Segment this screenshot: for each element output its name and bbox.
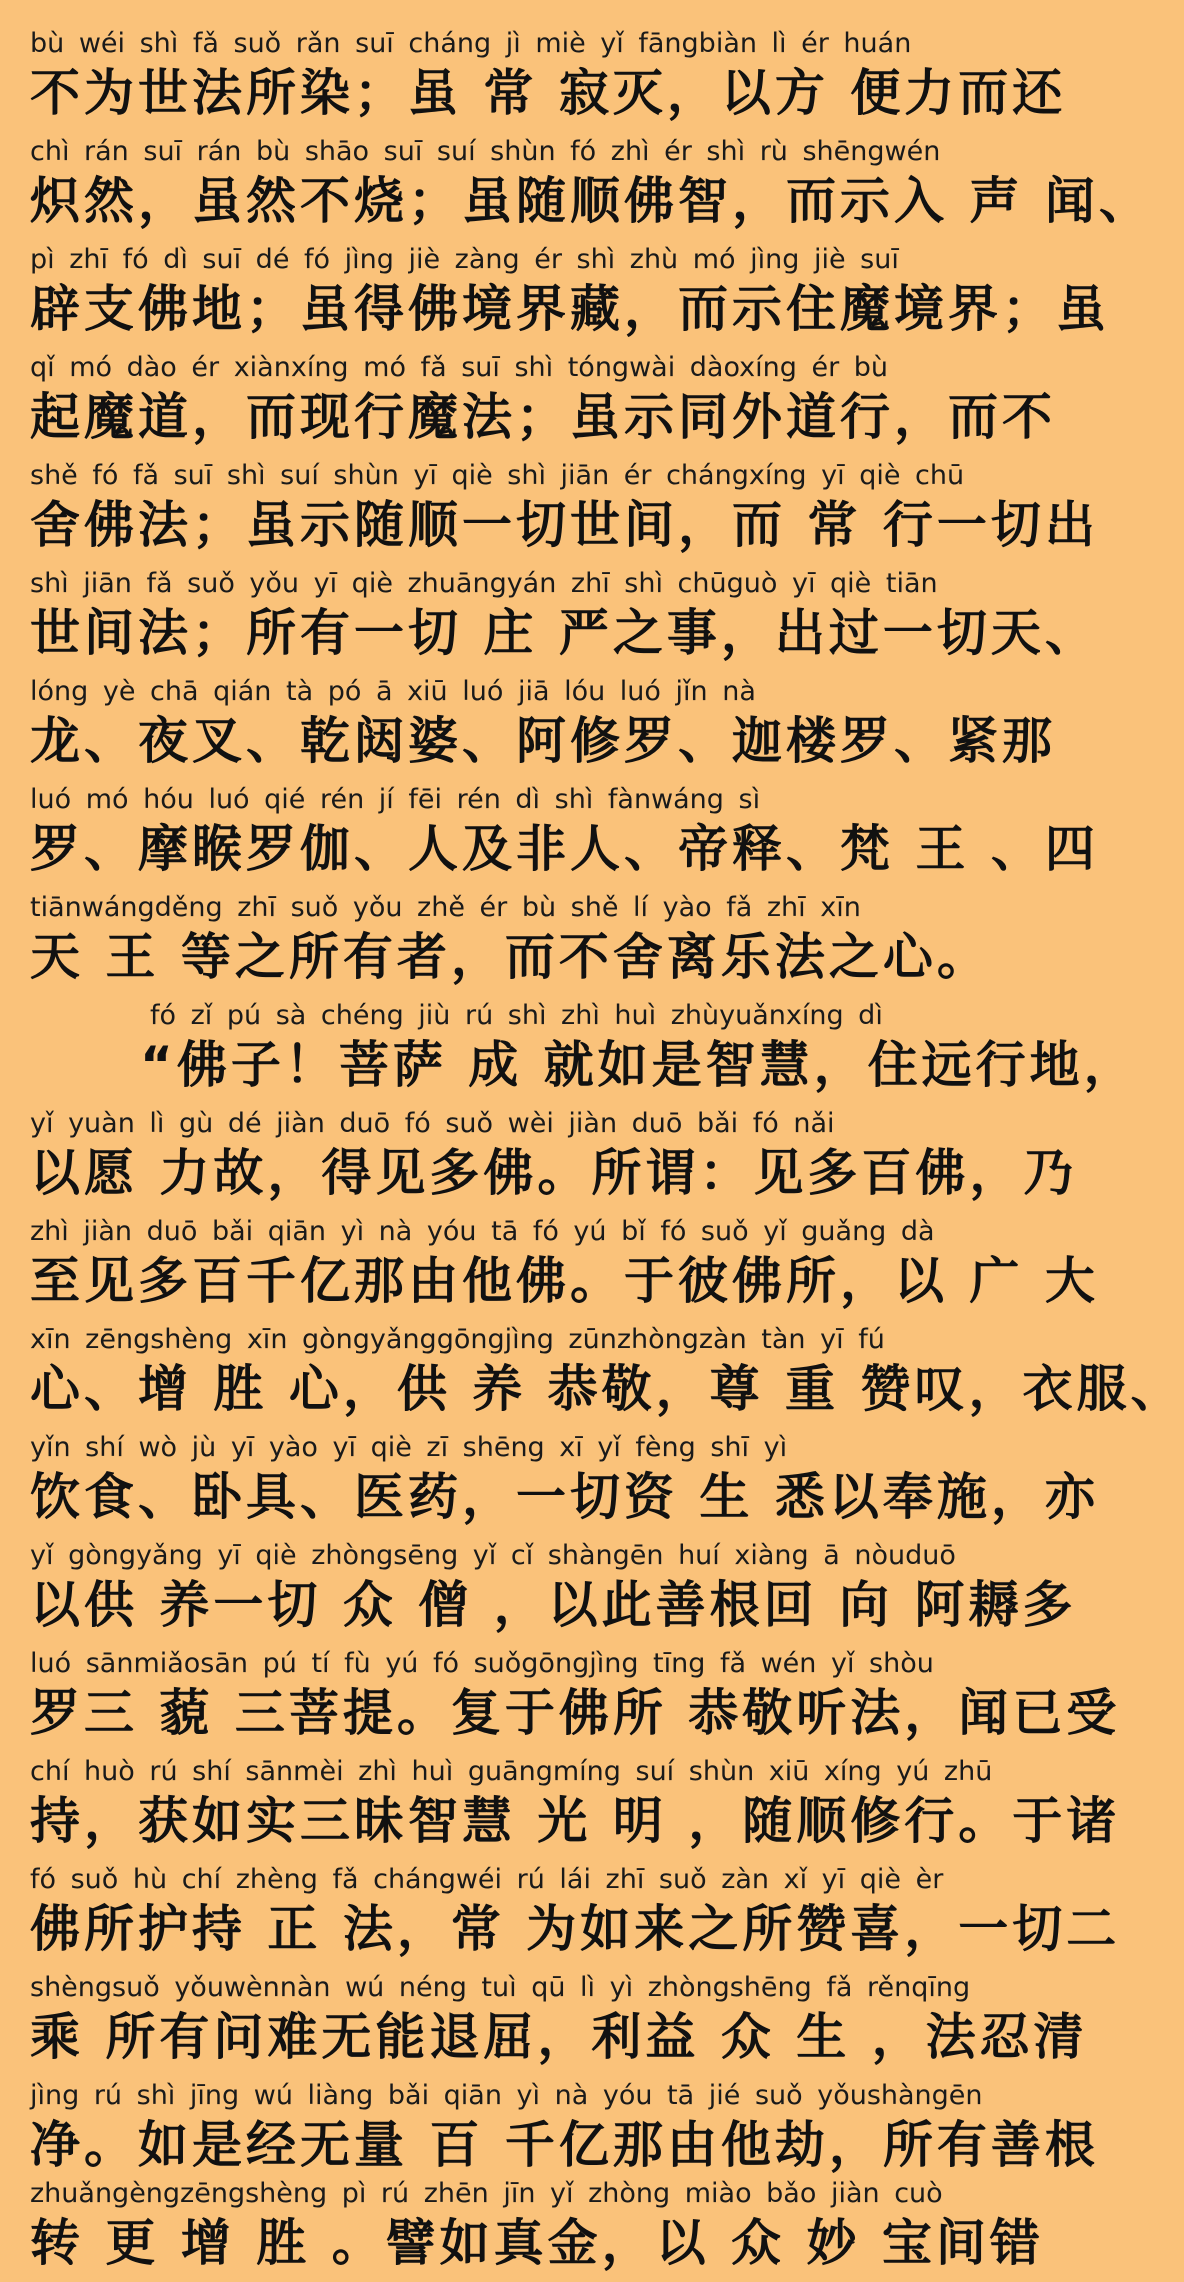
hanzi-line: 至见多百千亿那由他佛。于彼佛所，以 广 大 — [30, 1252, 1099, 1310]
hanzi-line: 起魔道，而现行魔法；虽示同外道行，而不 — [30, 388, 1056, 446]
pinyin-line: yǐ yuàn lì gù dé jiàn duō fó suǒ wèi jiàn duō bǎi fó nǎi — [30, 1108, 835, 1139]
pinyin-line: shì jiān fǎ suǒ yǒu yī qiè zhuāngyán zhī shì chūguò yī qiè tiān — [30, 568, 938, 599]
pinyin-line: fó suǒ hù chí zhèng fǎ chángwéi rú lái zhī suǒ zàn xǐ yī qiè èr — [30, 1864, 944, 1895]
hanzi-line: 舍佛法；虽示随顺一切世间，而 常 行一切出 — [30, 496, 1099, 554]
pinyin-line: shě fó fǎ suī shì suí shùn yī qiè shì jiān ér chángxíng yī qiè chū — [30, 460, 965, 491]
hanzi-line: 罗三 藐 三菩提。复于佛所 恭敬听法，闻已受 — [30, 1684, 1121, 1742]
hanzi-line: 世间法；所有一切 庄 严之事，出过一切天、 — [30, 604, 1099, 662]
text-line — [0, 348, 1080, 456]
text-line — [0, 2174, 1080, 2282]
pinyin-line: bù wéi shì fǎ suǒ rǎn suī cháng jì miè yǐ fāngbiàn lì ér huán — [30, 28, 912, 59]
text-line — [0, 1752, 1121, 1860]
hanzi-line: 以供 养一切 众 僧 ，以此善根回 向 阿耨多 — [30, 1576, 1077, 1634]
hanzi-line: 龙、夜叉、乾闼婆、阿修罗、迦楼罗、紧那 — [30, 712, 1056, 770]
text-line-paragraph-start — [0, 996, 1138, 1104]
pinyin-line: chì rán suī rán bù shāo suī suí shùn fó zhì ér shì rù shēngwén — [30, 136, 941, 167]
text-line — [0, 1104, 1080, 1212]
hanzi-line: 乘 所有问难无能退屈，利益 众 生 ，法忍清 — [30, 2008, 1088, 2066]
pinyin-line: lóng yè chā qián tà pó ā xiū luó jiā lóu luó jǐn nà — [30, 676, 756, 707]
hanzi-line: 转 更 增 胜 。譬如真金，以 众 妙 宝间错 — [30, 2214, 1044, 2272]
pinyin-line: tiānwángděng zhī suǒ yǒu zhě ér bù shě lí yào fǎ zhī xīn — [30, 892, 861, 923]
pinyin-line: zhuǎngèngzēngshèng pì rú zhēn jīn yǐ zhòng miào bǎo jiàn cuò — [30, 2178, 943, 2209]
hanzi-line: “佛子！菩萨 成 就如是智慧，住远行地， — [140, 1036, 1138, 1094]
hanzi-line: 罗、摩睺罗伽、人及非人、帝释、梵 王 、四 — [30, 820, 1099, 878]
hanzi-line: 辟支佛地；虽得佛境界藏，而示住魔境界；虽 — [30, 280, 1110, 338]
text-line — [0, 132, 1153, 240]
pinyin-line: luó sānmiǎosān pú tí fù yú fó suǒgōngjìng tīng fǎ wén yǐ shòu — [30, 1648, 934, 1679]
pinyin-line: yǐ gòngyǎng yī qiè zhòngsēng yǐ cǐ shàngēn huí xiàng ā nòuduō — [30, 1540, 956, 1571]
text-line — [0, 240, 1110, 348]
pinyin-line: shèngsuǒ yǒuwènnàn wú néng tuì qū lì yì zhòngshēng fǎ rěnqīng — [30, 1972, 971, 2003]
pinyin-line: pì zhī fó dì suī dé fó jìng jiè zàng ér shì zhù mó jìng jiè suī — [30, 244, 899, 275]
text-line — [0, 1860, 1121, 1968]
text-line — [0, 1320, 1184, 1428]
hanzi-line: 炽然，虽然不烧；虽随顺佛智，而示入 声 闻、 — [30, 172, 1153, 230]
pinyin-line: fó zǐ pú sà chéng jiù rú shì zhì huì zhùyuǎnxíng dì — [150, 1000, 883, 1031]
hanzi-line: 不为世法所染；虽 常 寂灭，以方 便力而还 — [30, 64, 1067, 122]
hanzi-line: 持，获如实三昧智慧 光 明 ，随顺修行。于诸 — [30, 1792, 1121, 1850]
pinyin-line: chí huò rú shí sānmèi zhì huì guāngmíng suí shùn xiū xíng yú zhū — [30, 1756, 993, 1787]
hanzi-line: 天 王 等之所有者，而不舍离乐法之心。 — [30, 928, 991, 986]
text-line — [0, 564, 1099, 672]
text-line — [0, 1536, 1080, 1644]
text-line — [0, 2076, 1099, 2184]
hanzi-line: 心、增 胜 心，供 养 恭敬，尊 重 赞叹，衣服、 — [30, 1360, 1184, 1418]
hanzi-line: 净。如是经无量 百 千亿那由他劫，所有善根 — [30, 2116, 1099, 2174]
text-line — [0, 456, 1099, 564]
text-line — [0, 24, 1080, 132]
pinyin-line: jìng rú shì jīng wú liàng bǎi qiān yì nà yóu tā jié suǒ yǒushàngēn — [30, 2080, 983, 2111]
pinyin-line: luó mó hóu luó qié rén jí fēi rén dì shì fànwáng sì — [30, 784, 761, 815]
text-line — [0, 1644, 1121, 1752]
pinyin-line: yǐn shí wò jù yī yào yī qiè zī shēng xī yǐ fèng shī yì — [30, 1432, 788, 1463]
text-line — [0, 780, 1099, 888]
pinyin-line: xīn zēngshèng xīn gòngyǎnggōngjìng zūnzhòngzàn tàn yī fú — [30, 1324, 885, 1355]
pinyin-line: zhì jiàn duō bǎi qiān yì nà yóu tā fó yú bǐ fó suǒ yǐ guǎng dà — [30, 1216, 935, 1247]
text-line — [0, 1212, 1099, 1320]
text-line — [0, 888, 1080, 996]
text-line — [0, 672, 1080, 780]
hanzi-line: 以愿 力故，得见多佛。所谓：见多百佛，乃 — [30, 1144, 1078, 1202]
hanzi-line: 饮食、卧具、医药，一切资 生 悉以奉施，亦 — [30, 1468, 1099, 1526]
text-line — [0, 1968, 1088, 2076]
pinyin-line: qǐ mó dào ér xiànxíng mó fǎ suī shì tóngwài dàoxíng ér bù — [30, 352, 889, 383]
hanzi-line: 佛所护持 正 法，常 为如来之所赞喜，一切二 — [30, 1900, 1121, 1958]
text-line — [0, 1428, 1099, 1536]
